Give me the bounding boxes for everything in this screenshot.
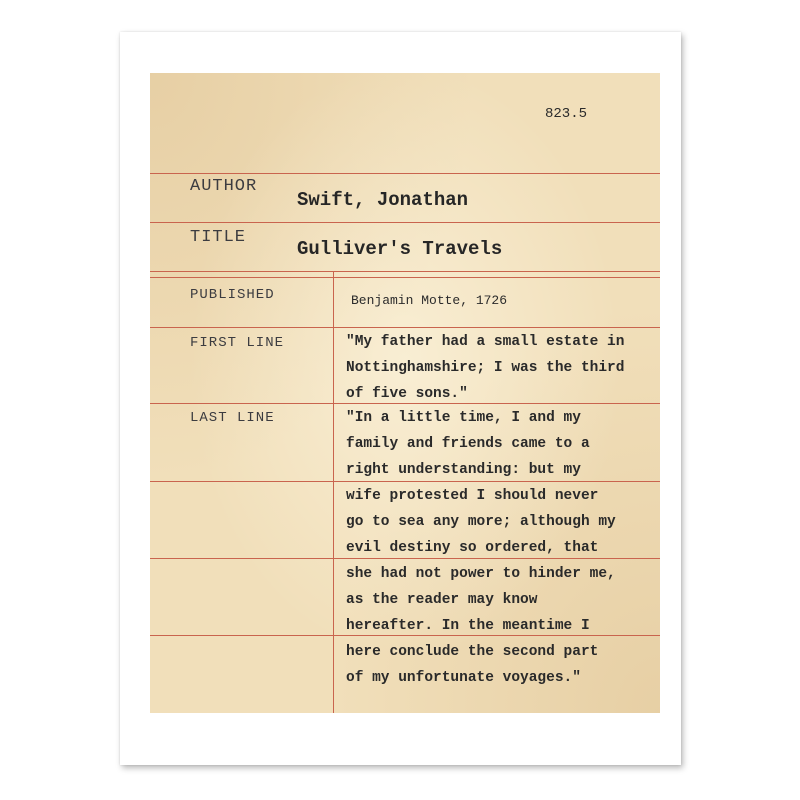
- last-line-text: evil destiny so ordered, that: [346, 540, 599, 556]
- rule-line: [150, 222, 660, 223]
- rule-line: [150, 481, 660, 482]
- published-value: Benjamin Motte, 1726: [351, 293, 508, 308]
- last-line-text: she had not power to hinder me,: [346, 566, 616, 582]
- author-label: AUTHOR: [190, 177, 258, 196]
- rule-line: [150, 635, 660, 636]
- rule-line: [150, 327, 660, 328]
- last-line-text: "In a little time, I and my: [346, 410, 581, 426]
- last-line-text: here conclude the second part: [346, 644, 599, 660]
- last-line-text: go to sea any more; although my: [346, 514, 616, 530]
- rule-line: [150, 558, 660, 559]
- published-label: PUBLISHED: [190, 287, 275, 303]
- column-divider: [333, 271, 334, 713]
- last-line-text: as the reader may know: [346, 592, 538, 608]
- library-catalog-card: [150, 73, 660, 713]
- last-line-text: right understanding: but my: [346, 462, 581, 478]
- call-number: 823.5: [545, 106, 588, 122]
- first-line-text: "My father had a small estate in: [346, 334, 625, 350]
- first-line-text: of five sons.": [346, 386, 468, 402]
- title-value: Gulliver's Travels: [297, 238, 503, 260]
- first-line-text: Nottinghamshire; I was the third: [346, 360, 625, 376]
- last-line-text: wife protested I should never: [346, 488, 599, 504]
- last-line-text: hereafter. In the meantime I: [346, 618, 590, 634]
- first-line-label: FIRST LINE: [190, 335, 285, 351]
- title-label: TITLE: [190, 228, 247, 247]
- rule-line: [150, 403, 660, 404]
- last-line-label: LAST LINE: [190, 410, 275, 426]
- last-line-text: of my unfortunate voyages.": [346, 670, 581, 686]
- rule-line: [150, 173, 660, 174]
- last-line-text: family and friends came to a: [346, 436, 590, 452]
- author-value: Swift, Jonathan: [297, 189, 469, 211]
- rule-line: [150, 277, 660, 278]
- rule-line: [150, 271, 660, 272]
